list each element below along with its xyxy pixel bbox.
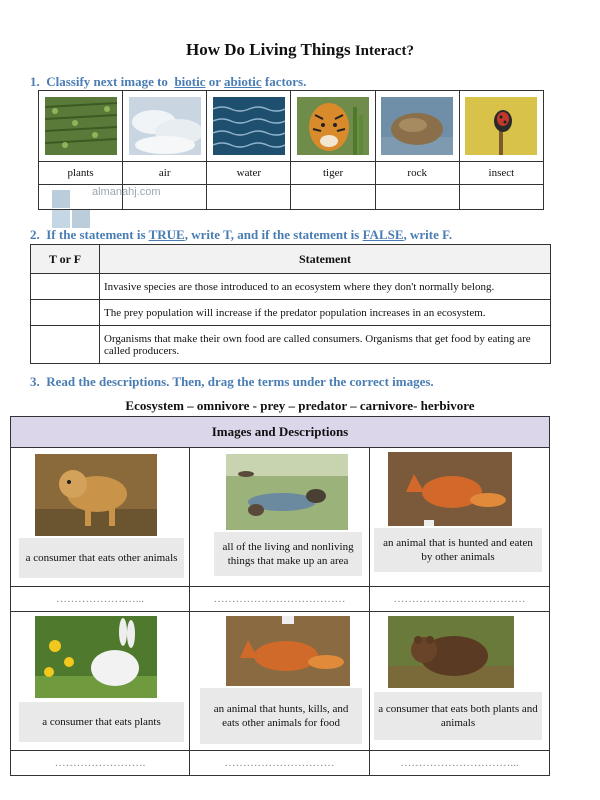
rabbit-photo: [35, 616, 157, 698]
col-t-or-f: T or F: [31, 245, 100, 274]
answer-blank-6[interactable]: …………………………...: [370, 751, 550, 776]
title-main: How Do Living Things: [186, 40, 351, 59]
plants-photo: [39, 91, 123, 162]
question-1: 1. Classify next image to biotic or abiotic factors.: [30, 74, 307, 89]
answer-tf-1[interactable]: [31, 274, 100, 300]
watermark-text: almanahj.com: [92, 186, 161, 198]
desc-5: an animal that hunts, kills, and eats other animals for food: [200, 688, 362, 744]
answer-cell-tiger[interactable]: [291, 185, 375, 210]
label-water: water: [207, 162, 291, 185]
savanna-photo: [226, 454, 348, 530]
answer-blank-2[interactable]: ………………………………: [190, 587, 370, 612]
answer-blank-5[interactable]: …………………………: [190, 751, 370, 776]
label-tiger: tiger: [291, 162, 375, 185]
cell-savanna: [190, 448, 369, 586]
answer-cell-water[interactable]: [207, 185, 291, 210]
cell-rabbit: [11, 612, 189, 750]
answer-blank-1[interactable]: ……………….…...: [11, 587, 190, 612]
answer-tf-3[interactable]: [31, 326, 100, 364]
bear-photo: [388, 616, 514, 688]
answer-blank-3[interactable]: ………………………………: [370, 587, 550, 612]
statement-3: Organisms that make their own food are called consumers. Organisms that get food by eating are called producers.: [100, 326, 551, 364]
fox-hunting-photo: [226, 616, 350, 686]
desc-2: all of the living and nonliving things that make up an area: [214, 532, 362, 576]
cell-fox-hunting: [190, 612, 369, 750]
desc-6: a consumer that eats both plants and animals: [374, 692, 542, 740]
images-descriptions-table: [10, 416, 550, 776]
true-false-table: [30, 244, 551, 364]
page-title: [0, 40, 600, 60]
table-header: Images and Descriptions: [11, 417, 550, 448]
label-insect: insect: [459, 162, 543, 185]
insect-photo: [459, 91, 543, 162]
cell-bear: [370, 612, 549, 750]
statement-1: Invasive species are those introduced to an ecosystem where they don't normally belong.: [100, 274, 551, 300]
desc-4: a consumer that eats plants: [19, 702, 184, 742]
desc-3: an animal that is hunted and eaten by other animals: [374, 528, 542, 572]
cell-lion: [11, 448, 189, 586]
title-small: Interact?: [354, 43, 414, 59]
label-air: air: [123, 162, 207, 185]
clouds-photo: [123, 91, 207, 162]
answer-blank-4[interactable]: …………………….: [11, 751, 190, 776]
question-2: 2. If the statement is TRUE, write T, and if the statement is FALSE, write F.: [30, 227, 453, 242]
fox-photo: [388, 452, 512, 526]
rock-photo: [375, 91, 459, 162]
label-rock: rock: [375, 162, 459, 185]
label-plants: plants: [39, 162, 123, 185]
col-statement: Statement: [100, 245, 551, 274]
terms-list: Ecosystem – omnivore - prey – predator – carnivore- herbivore: [125, 398, 475, 413]
cell-fox: [370, 448, 549, 586]
answer-cell-rock[interactable]: [375, 185, 459, 210]
water-photo: [207, 91, 291, 162]
lion-cub-photo: [35, 454, 157, 536]
statement-2: The prey population will increase if the predator population increases in an ecosystem.: [100, 300, 551, 326]
answer-tf-2[interactable]: [31, 300, 100, 326]
tiger-photo: [291, 91, 375, 162]
question-3: 3. Read the descriptions. Then, drag the terms under the correct images.: [30, 374, 434, 389]
desc-1: a consumer that eats other animals: [19, 538, 184, 578]
answer-cell-insect[interactable]: [459, 185, 543, 210]
